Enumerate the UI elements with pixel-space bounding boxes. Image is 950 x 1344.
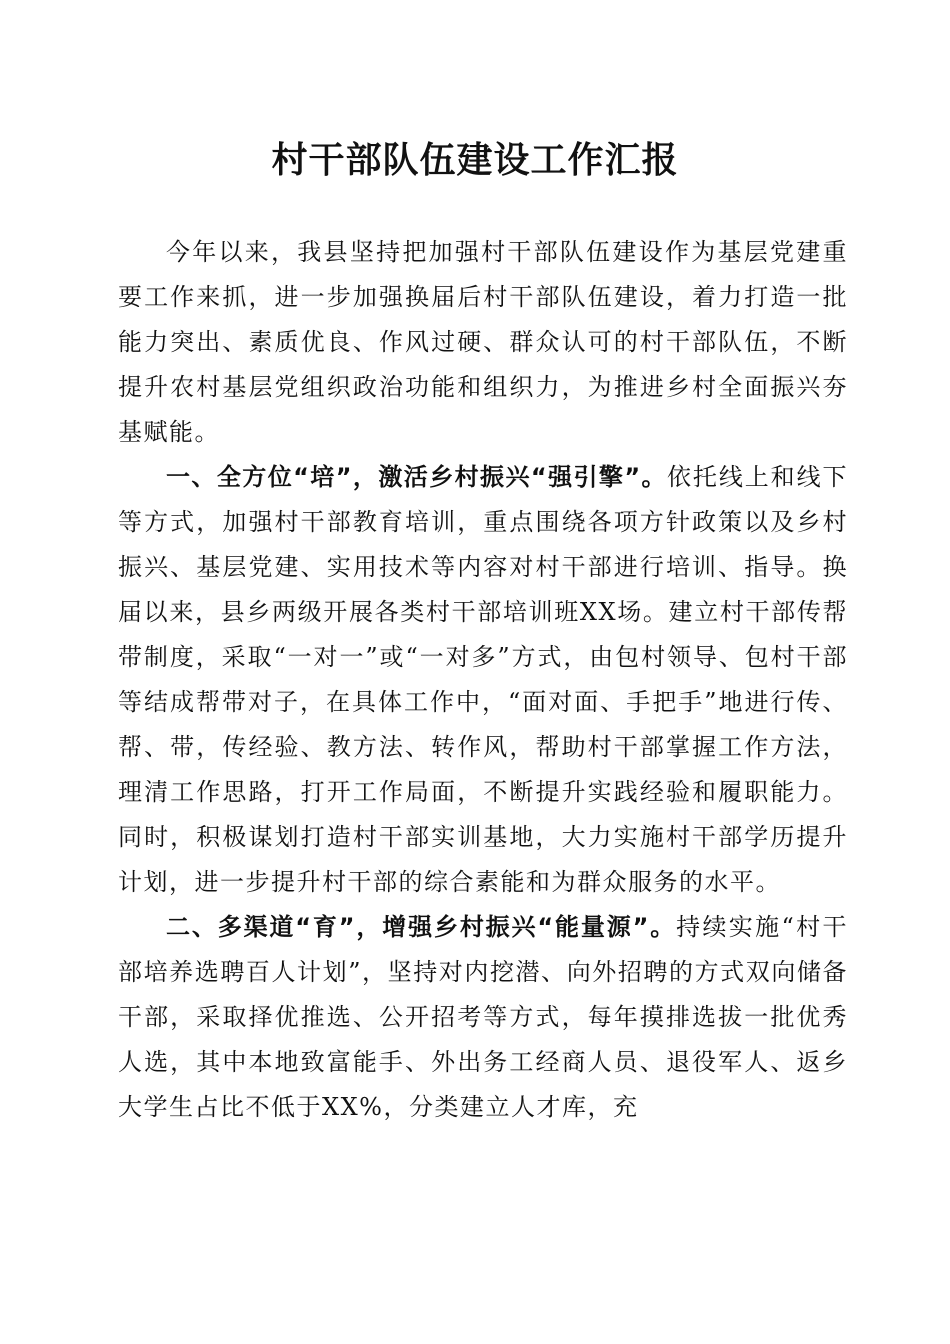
intro-paragraph: 今年以来，我县坚持把加强村干部队伍建设作为基层党建重要工作来抓，进一步加强换届后村干部队伍建设，着力打造一批能力突出、素质优良、作风过硬、群众认可的村干部队伍，不断提升农村基层党组织政治功能和组织力，为推进乡村全面振兴夯基赋能。 [118,238,848,446]
section-heading-2: 二、多渠道“育”，增强乡村振兴“能量源”。 [166,913,677,941]
section-paragraph-1 [118,455,848,905]
section-text-1: 依托线上和线下等方式，加强村干部教育培训，重点围绕各项方针政策以及乡村振兴、基层党建、实用技术等内容对村干部进行培训、指导。换届以来，县乡两级开展各类村干部培训班XX场。建立村干部传帮带制度，采取“一对一”或“一对多”方式，由包村领导、包村干部等结成帮带对子，在具体工作中，“面对面、手把手”地进行传、帮、带，传经验、教方法、转作风，帮助村干部掌握工作方法，理清工作思路，打开工作局面，不断提升实践经验和履职能力。同时，积极谋划打造村干部实训基地，大力实施村干部学历提升计划，进一步提升村干部的综合素能和为群众服务的水平。 [118,463,849,896]
section-heading-1: 一、全方位“培”，激活乡村振兴“强引擎”。 [166,463,667,491]
document-body [118,230,848,1130]
section-paragraph-2 [118,905,848,1130]
section-text-2: 持续实施“村干部培养选聘百人计划”，坚持对内挖潜、向外招聘的方式双向储备干部，采取择优推选、公开招考等方式，每年摸排选拔一批优秀人选，其中本地致富能手、外出务工经商人员、退役军人、返乡大学生占比不低于XX%，分类建立人才库，充 [118,913,849,1121]
document-title: 村干部队伍建设工作汇报 [271,139,679,181]
